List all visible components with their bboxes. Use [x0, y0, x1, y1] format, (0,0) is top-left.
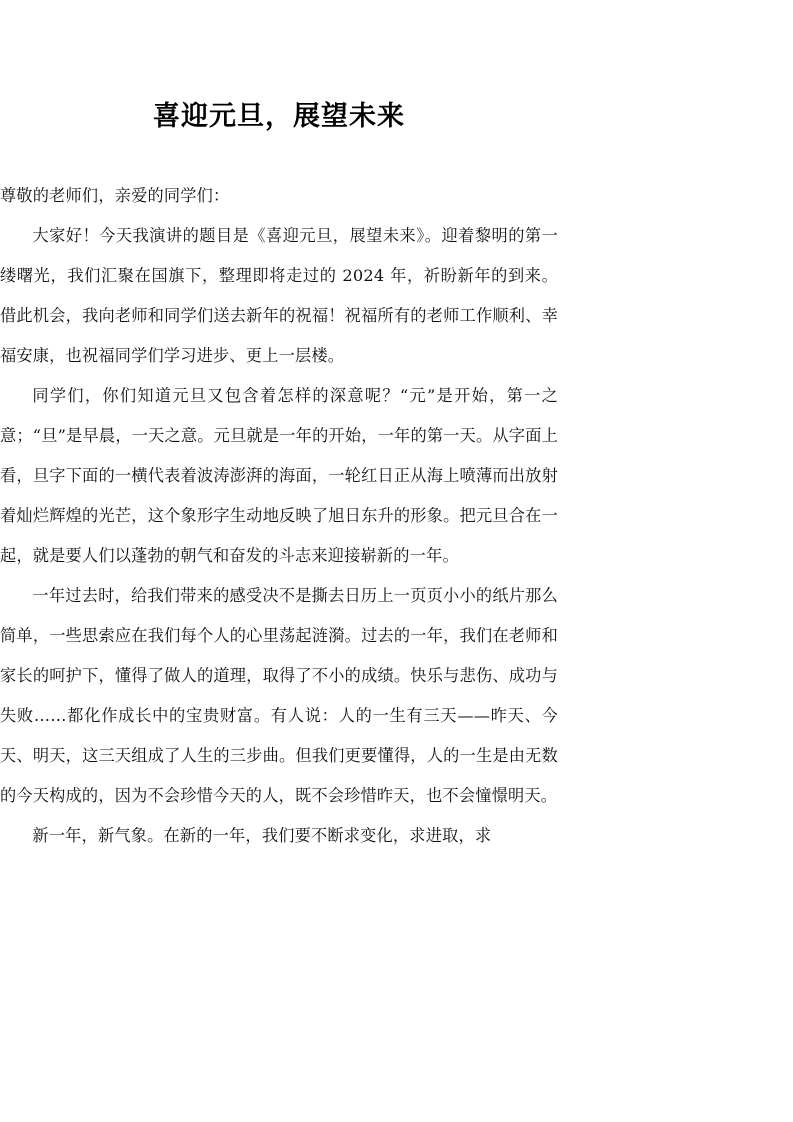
paragraph-2: 同学们，你们知道元旦又包含着怎样的深意呢？“元”是开始，第一之意；“旦”是早晨，一天之意。元旦就是一年的开始，一年的第一天。从字面上看，旦字下面的一横代表着波涛澎湃的海面，一轮红日正从海上喷薄而出放射着灿烂辉煌的光芒，这个象形字生动地反映了旭日东升的形象。把元旦合在一起，就是要人们以蓬勃的朝气和奋发的斗志来迎接崭新的一年。 [0, 386, 558, 565]
paragraph-1: 大家好！今天我演讲的题目是《喜迎元旦，展望未来》。迎着黎明的第一缕曙光，我们汇聚在国旗下，整理即将走过的 2024 年，祈盼新年的到来。借此机会，我向老师和同学们送去新年的祝福！祝福所有的老师工作顺利、幸福安康，也祝福同学们学习进步、更上一层楼。 [0, 226, 558, 365]
page-title: 喜迎元旦，展望未来 [153, 101, 405, 132]
document-body [0, 176, 558, 856]
paragraph-salutation: 尊敬的老师们，亲爱的同学们： [0, 186, 230, 205]
paragraph-3: 一年过去时，给我们带来的感受决不是撕去日历上一页页小小的纸片那么简单，一些思索应在我们每个人的心里荡起涟漪。过去的一年，我们在老师和家长的呵护下，懂得了做人的道理，取得了不小的成绩。快乐与悲伤、成功与失败……都化作成长中的宝贵财富。有人说：人的一生有三天——昨天、今天、明天，这三天组成了人生的三步曲。但我们更要懂得，人的一生是由无数的今天构成的，因为不会珍惜今天的人，既不会珍惜昨天，也不会憧憬明天。 [0, 586, 558, 805]
paragraph-4: 新一年，新气象。在新的一年，我们要不断求变化，求进取，求 [32, 826, 492, 845]
